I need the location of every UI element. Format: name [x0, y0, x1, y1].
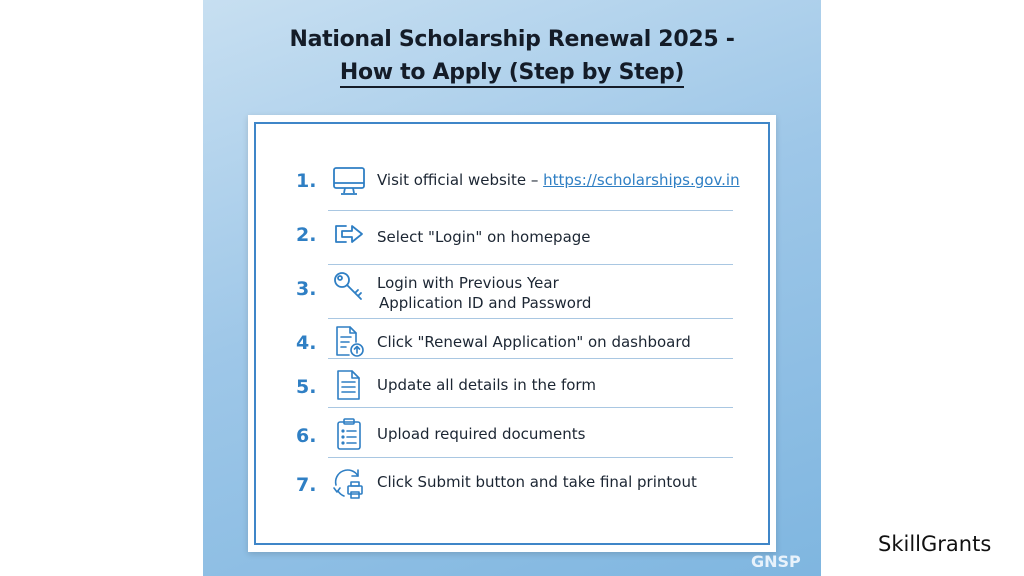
step-divider [328, 318, 733, 319]
official-website-link[interactable]: https://scholarships.gov.in [543, 171, 740, 189]
login-arrow-icon [332, 218, 366, 252]
step-text-prefix: Visit official website – [377, 171, 544, 189]
step-divider [328, 407, 733, 408]
step-number: 1. [296, 170, 317, 192]
step-text: Click Submit button and take final printout [377, 473, 697, 491]
step-text: Select "Login" on homepage [377, 228, 591, 246]
corner-logo-mark: GNSP [751, 552, 801, 571]
step-text [377, 171, 740, 189]
step-number: 3. [296, 278, 317, 300]
step-number: 2. [296, 224, 317, 246]
step-number: 4. [296, 332, 317, 354]
step-6 [256, 417, 768, 457]
refresh-printer-icon [332, 467, 366, 501]
step-7 [256, 465, 768, 505]
key-icon [332, 270, 366, 304]
step-text: Upload required documents [377, 425, 586, 443]
computer-monitor-icon [332, 164, 366, 198]
title-line-1: National Scholarship Renewal 2025 - [289, 27, 735, 52]
title-line-2 [203, 60, 821, 85]
steps-card [248, 115, 776, 552]
steps-card-border [254, 122, 770, 545]
title-line-2-text: How to Apply (Step by Step) [340, 60, 684, 88]
step-divider [328, 264, 733, 265]
step-divider [328, 457, 733, 458]
infographic-poster [203, 0, 821, 576]
step-divider [328, 210, 733, 211]
step-text-line-1: Login with Previous Year [377, 274, 559, 292]
step-number: 5. [296, 376, 317, 398]
document-upload-icon [332, 324, 366, 358]
document-icon [332, 368, 366, 402]
step-3 [256, 268, 768, 316]
step-number: 7. [296, 474, 317, 496]
clipboard-list-icon [332, 417, 366, 451]
step-number: 6. [296, 425, 317, 447]
step-text: Click "Renewal Application" on dashboard [377, 333, 691, 351]
step-5 [256, 368, 768, 408]
step-text: Update all details in the form [377, 376, 596, 394]
step-divider [328, 358, 733, 359]
step-text-line-2: Application ID and Password [379, 294, 592, 312]
brand-watermark: SkillGrants [878, 532, 992, 556]
step-2 [256, 218, 768, 258]
step-1 [256, 162, 768, 202]
